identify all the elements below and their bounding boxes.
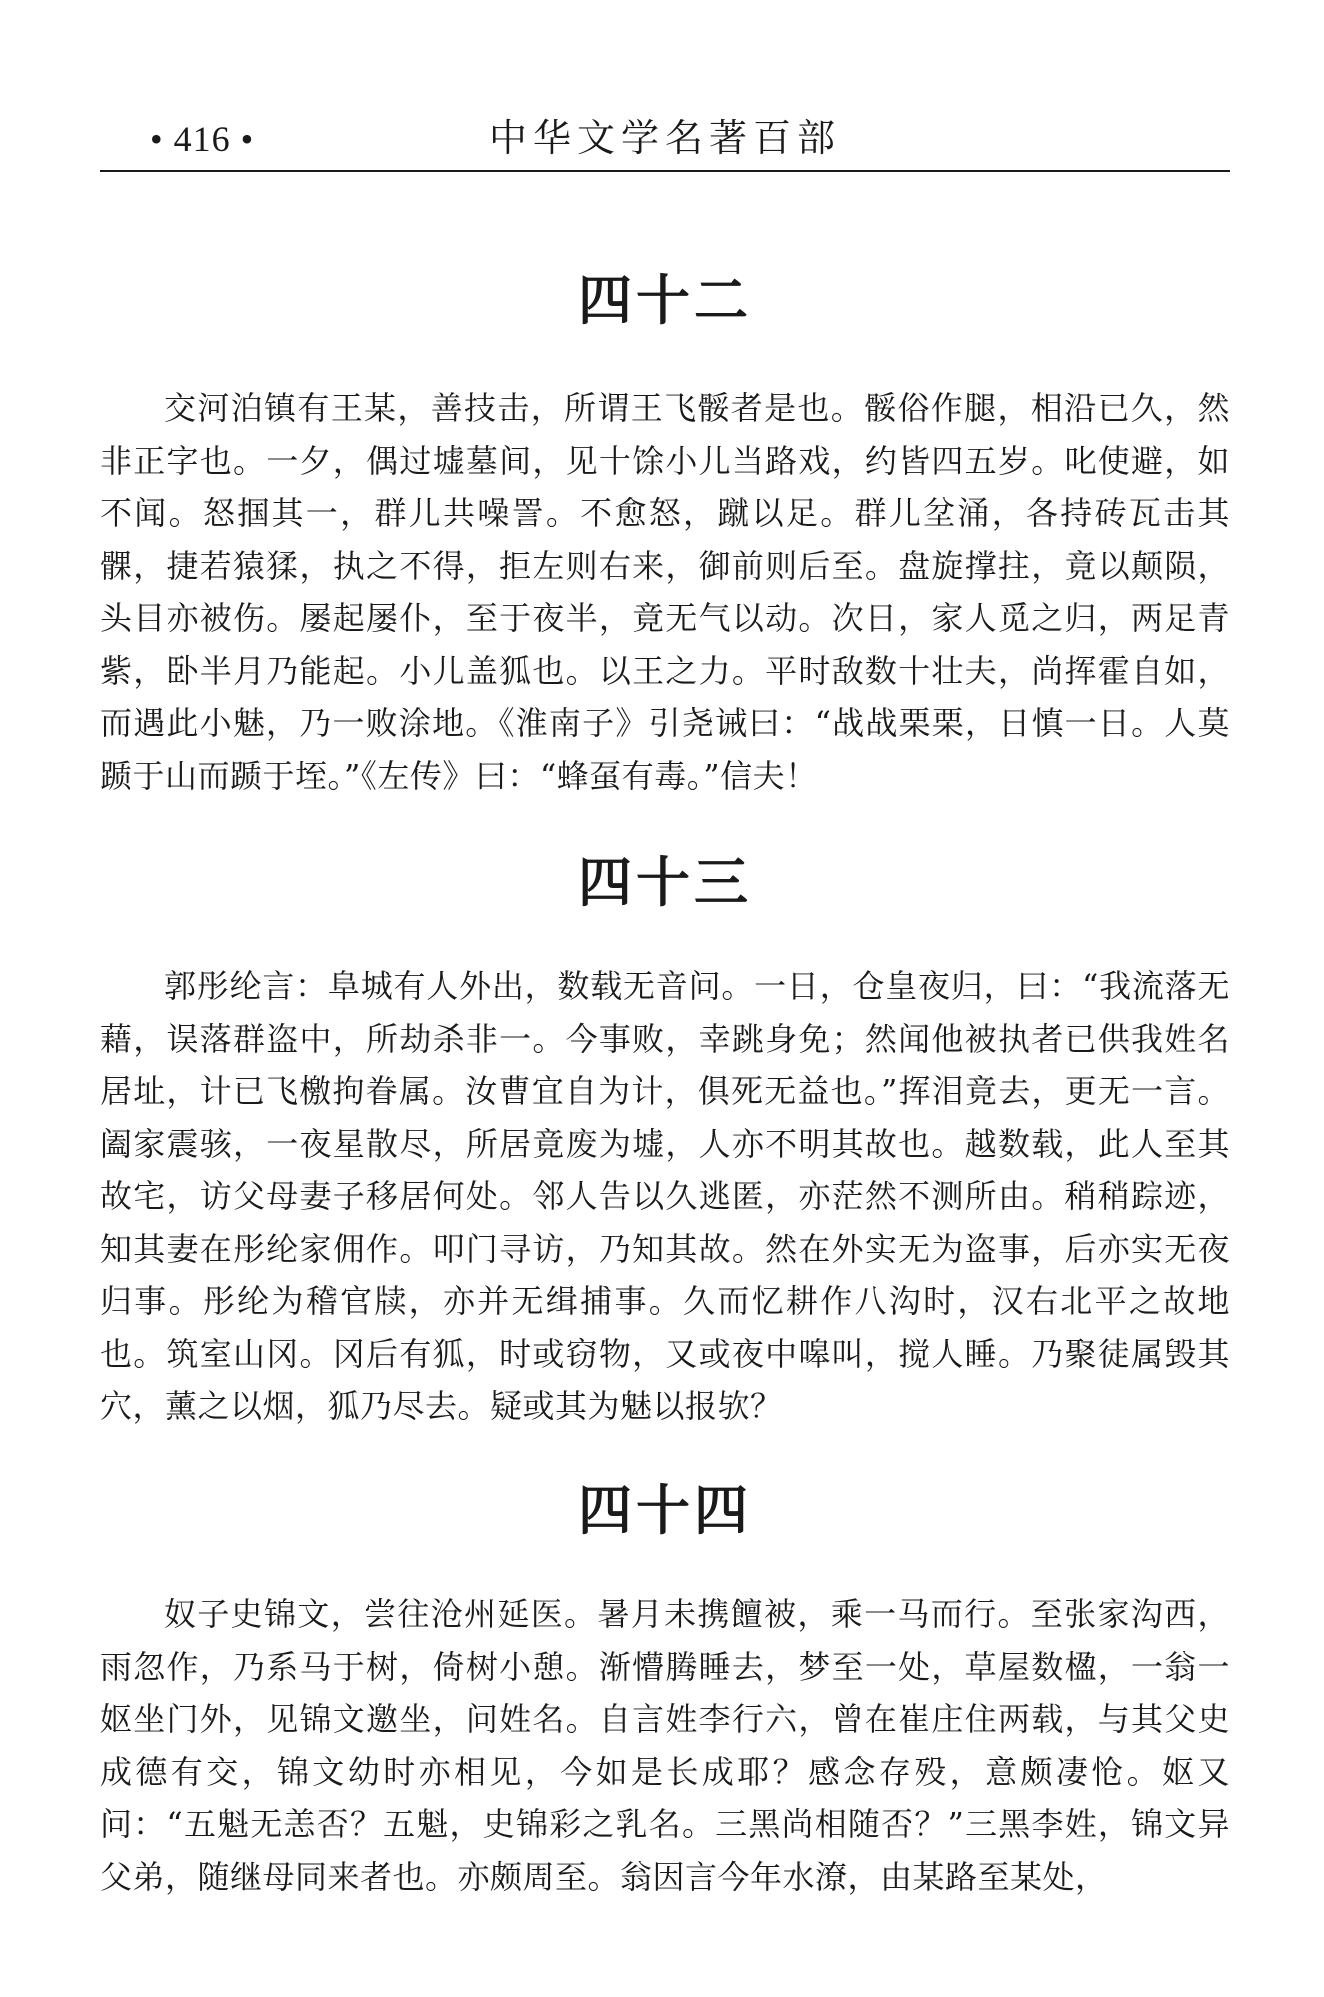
section-body: 交河泊镇有王某，善技击，所谓王飞骽者是也。骽俗作腿，相沿已久，然非正字也。一夕，偶过墟墓间，见十馀小儿当路戏，约皆四五岁。叱使避，如不闻。怒掴其一，群儿共噪詈。不愈怒，蹴以足。群儿坌涌，各持砖瓦击其髁，捷若猿猱，执之不得，拒左则右来，御前则后至。盘旋撑拄，竟以颠陨，头目亦被伤。屡起屡仆，至于夜半，竟无气以动。次日，家人觅之归，两足青紫，卧半月乃能起。小儿盖狐也。以王之力。平时敌数十壮夫，尚挥霍自如，而遇此小魅，乃一败涂地。《淮南子》引尧诫曰：“战战栗栗，日慎一日。人莫踬于山而踬于垤。”《左传》曰：“蜂虿有毒。”信夫！ — [100, 389, 1230, 795]
section-title: 四十四 — [578, 1479, 752, 1542]
section-44 — [100, 1476, 1230, 1903]
page-number: • 416 • — [150, 119, 255, 159]
book-title: 中华文学名著百部 — [488, 116, 841, 160]
section-title: 四十三 — [578, 851, 752, 914]
section-title: 四十二 — [578, 269, 752, 332]
section-42 — [100, 266, 1230, 802]
section-body: 奴子史锦文，尝往沧州延医。暑月未携饘被，乘一马而行。至张家沟西，雨忽作，乃系马于树，倚树小憩。渐懵腾睡去，梦至一处，草屋数楹，一翁一妪坐门外，见锦文邀坐，问姓名。自言姓李行六，曾在崔庄住两载，与其父史成德有交，锦文幼时亦相见，今如是长成耶？感念存殁，意颇凄怆。妪又问：“五魁无恙否？五魁，史锦彩之乳名。三黑尚相随否？”三黑李姓，锦文异父弟，随继母同来者也。亦颇周至。翁因言今年水潦，由某路至某处， — [100, 1595, 1230, 1896]
section-43 — [100, 848, 1230, 1433]
header-rule — [100, 170, 1230, 172]
section-body: 郭彤纶言：阜城有人外出，数载无音问。一日，仓皇夜归，曰：“我流落无藉，误落群盗中，所劫杀非一。今事败，幸跳身免；然闻他被执者已供我姓名居址，计已飞檄拘眷属。汝曹宜自为计，俱死无益也。”挥泪竟去，更无一言。阖家震骇，一夜星散尽，所居竟废为墟，人亦不明其故也。越数载，此人至其故宅，访父母妻子移居何处。邻人告以久逃匿，亦茫然不测所由。稍稍踪迹，知其妻在彤纶家佣作。叩门寻访，乃知其故。然在外实无为盗事，后亦实无夜归事。彤纶为稽官牍，亦并无缉捕事。久而忆耕作八沟时，汉右北平之故地也。筑室山冈。冈后有狐，时或窃物，又或夜中嗥叫，搅人睡。乃聚徒属毁其穴，薰之以烟，狐乃尽去。疑或其为魅以报欤？ — [100, 967, 1230, 1425]
running-head — [100, 108, 1230, 170]
